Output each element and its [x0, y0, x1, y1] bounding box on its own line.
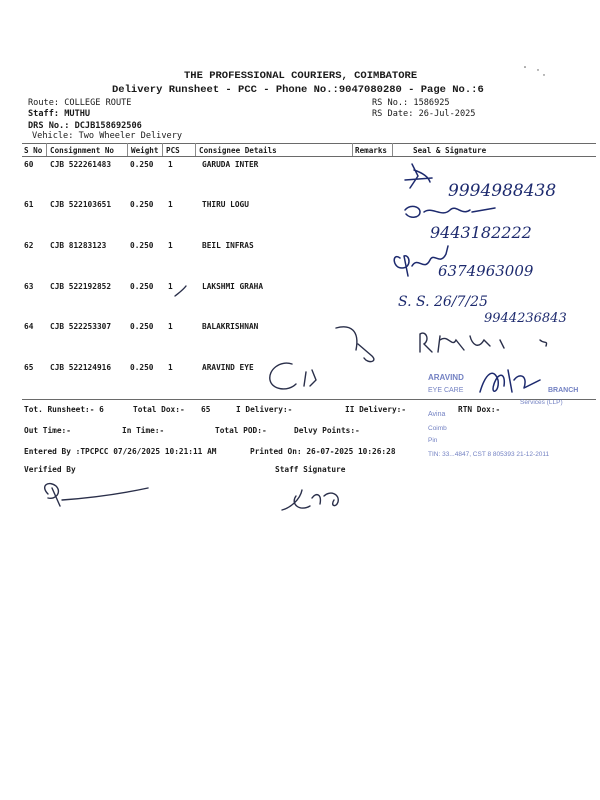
entered-by: Entered By :TPCPCC 07/26/2025 10:21:11 AM — [24, 447, 217, 456]
rtn-dox-label: RTN Dox:- — [458, 405, 501, 414]
row-consignment: CJB 81283123 — [50, 241, 107, 250]
seal-signature — [480, 370, 540, 392]
handwritten-phone-61: 9443182222 — [430, 223, 532, 242]
verified-by-signature — [45, 484, 148, 506]
tick-row-63 — [175, 286, 186, 296]
staff-signature-label: Staff Signature — [275, 465, 346, 474]
row-pcs: 1 — [168, 282, 173, 291]
rs-number: RS No.: 1586925 — [372, 98, 450, 108]
total-runsheet: Tot. Runsheet:- 6 — [24, 405, 104, 414]
row-consignment: CJB 522253307 — [50, 322, 112, 331]
row-consignment: CJB 522124916 — [50, 363, 112, 372]
route-label: Route: COLLEGE ROUTE — [28, 98, 132, 108]
row-weight: 0.250 — [130, 200, 154, 209]
row-weight: 0.250 — [130, 241, 154, 250]
col-header-consignee: Consignee Details — [199, 146, 277, 155]
verified-by-label: Verified By — [24, 465, 76, 474]
total-dox-label: Total Dox:- — [133, 405, 185, 414]
row-weight: 0.250 — [130, 363, 154, 372]
row-pcs: 1 — [168, 241, 173, 250]
row-sno: 64 — [24, 322, 34, 331]
delvy-points-label: Delvy Points:- — [294, 426, 360, 435]
vehicle-label: Vehicle: Two Wheeler Delivery — [32, 131, 183, 141]
row-consignee: GARUDA INTER — [202, 160, 259, 169]
drs-number: DRS No.: DCJB158692506 — [28, 121, 142, 131]
row-weight: 0.250 — [130, 282, 154, 291]
col-header-remarks: Remarks — [355, 146, 388, 155]
col-header-pcs: PCS — [166, 146, 180, 155]
row-sno: 61 — [24, 200, 34, 209]
col-header-weight: Weight — [131, 146, 159, 155]
runsheet-subtitle: Delivery Runsheet - PCC - Phone No.:9047080280 - Page No.:6 — [112, 84, 484, 96]
ii-delivery-label: II Delivery:- — [345, 405, 407, 414]
row-consignee: THIRU LOGU — [202, 200, 249, 209]
total-pod-label: Total POD:- — [215, 426, 267, 435]
row-weight: 0.250 — [130, 322, 154, 331]
row-weight: 0.250 — [130, 160, 154, 169]
printed-on: Printed On: 26-07-2025 10:26:28 — [250, 447, 396, 456]
company-seal — [428, 373, 578, 458]
row-pcs: 1 — [168, 160, 173, 169]
seal-line-3: BRANCH — [548, 387, 579, 394]
staff-signature — [282, 490, 338, 510]
handwritten-phone-64: 9944236843 — [484, 311, 567, 326]
seal-line-1: ARAVIND — [428, 373, 464, 382]
staff-label: Staff: MUTHU — [28, 109, 91, 119]
company-title: THE PROFESSIONAL COURIERS, COIMBATORE — [184, 70, 418, 82]
out-time-label: Out Time:- — [24, 426, 71, 435]
in-time-label: In Time:- — [122, 426, 165, 435]
row-sno: 65 — [24, 363, 34, 372]
col-header-consignment: Consignment No — [50, 146, 115, 155]
signature-row-64 — [420, 333, 547, 352]
handwritten-phone-60: 9994988438 — [448, 181, 557, 201]
row-consignee: LAKSHMI GRAHA — [202, 282, 264, 291]
row-consignment: CJB 522261483 — [50, 160, 112, 169]
signature-row-60 — [405, 164, 432, 188]
seal-line-7: Pin — [428, 437, 438, 444]
row-sno: 63 — [24, 282, 34, 291]
seal-line-4: Services (LLP) — [520, 399, 563, 406]
i-delivery-label: I Delivery:- — [236, 405, 293, 414]
col-header-seal: Seal & Signature — [413, 146, 487, 155]
row-pcs: 1 — [168, 322, 173, 331]
handwritten-phone-62: 6374963009 — [438, 262, 534, 280]
row-consignment: CJB 522192852 — [50, 282, 112, 291]
row-consignee: BALAKRISHNAN — [202, 322, 259, 331]
col-header-sno: S No — [24, 146, 43, 155]
row-consignee: BEIL INFRAS — [202, 241, 254, 250]
row-pcs: 1 — [168, 363, 173, 372]
handwritten-signature-63: S. S. 26/7/25 — [398, 294, 488, 310]
signature-row-65 — [270, 363, 316, 389]
total-dox-value: 65 — [201, 405, 211, 414]
row-consignment: CJB 522103651 — [50, 200, 112, 209]
row-sno: 62 — [24, 241, 34, 250]
row-pcs: 1 — [168, 200, 173, 209]
rs-date: RS Date: 26-Jul-2025 — [372, 109, 476, 119]
row-sno: 60 — [24, 160, 34, 169]
seal-line-5: Avina — [428, 411, 446, 418]
signature-row-61 — [405, 206, 495, 217]
row-consignee: ARAVIND EYE — [202, 363, 254, 372]
seal-line-8: TIN: 33...4847, CST 8 805393 21-12-2011 — [428, 451, 550, 458]
remark-scribble — [336, 327, 374, 362]
seal-line-6: Coimb — [428, 425, 447, 432]
seal-line-2: EYE CARE — [428, 387, 464, 394]
